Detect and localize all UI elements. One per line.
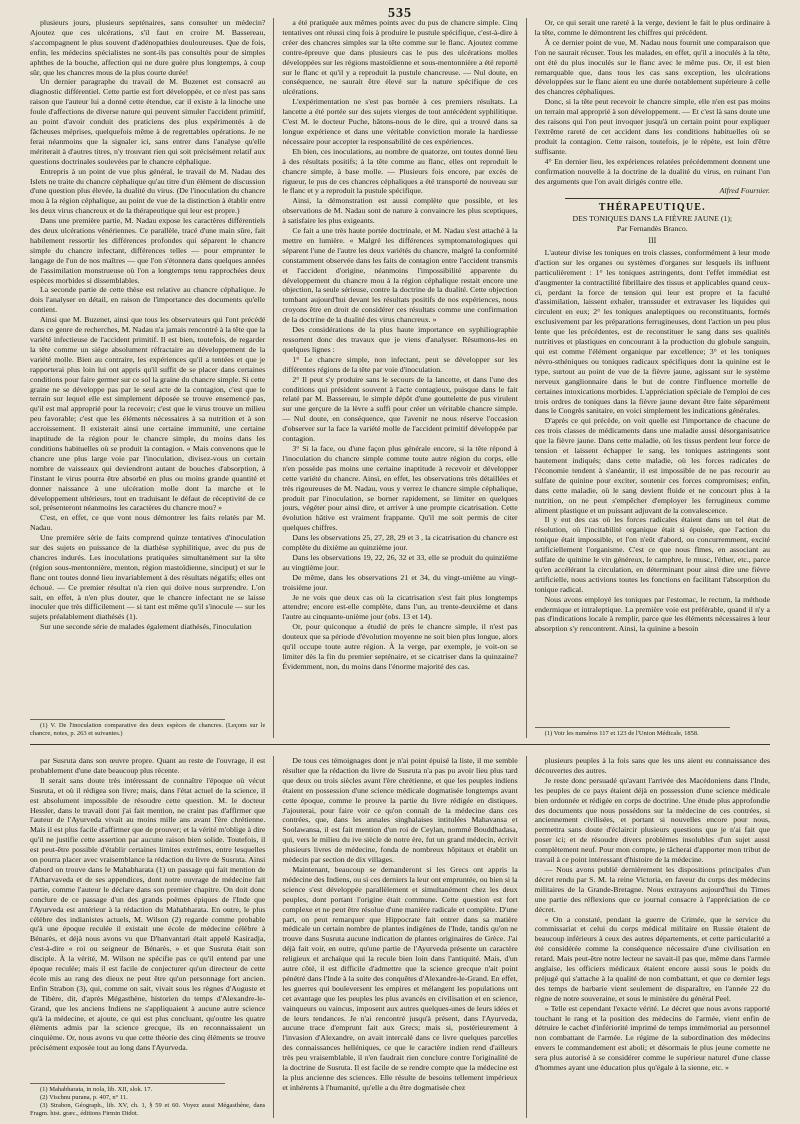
paragraph: plusieurs peuples à la fois sans que les uns aient eu connaissance des découvertes des autres. [534,756,770,775]
paragraph: — Nous avons publié dernièrement les dispositions principales d'un décret rendu par S. M. la reine Victoria, en faveur du corps des médecins militaires de la Grande-Bretagne. Nous extrayons aujourd'hui du Times une partie des réflexions que ce journal consacre à l'appréciation de ce décret. [534,864,770,914]
paragraph: Dans les observations 19, 22, 26, 32 et 33, elle se produit du quinzième au vingtième jour. [282,552,518,572]
horizontal-divider [30,744,770,745]
paragraph: L'auteur divise les toniques en trois classes, conformément à leur mode d'action sur les organes ou systèmes d'organes sur lesquels ils influent particulièrement : 1° les toniques astringents, dont l'effet immédiat est d'augmenter la contractilité fibrillaire des tissus et applicables quand ceux-ci, perdant la force de tension qui leur est propre et la faculté d'assimilation, laissent exhaler, transsuder et extravaser les liquides qui circulent en eux; 2° les toniques analeptiques ou reconstituants, formés exclusivement par les préparations ferrugineuses, dont l'action un peu plus lente que les précédentes, est de reconstituer le sang dans ses qualités nutritives et plastiques en concourant à la production du globule sanguin, qui est comme l'élément organique par excellence; 3° et les toniques névro-sthéniques ou toniques radicaux spécifiques dont la quinine est le type, surtout au point de vue de la fièvre jaune, agissant sur le système nerveux ganglionnaire dans le but de contre l'influence mortelle de certaines intoxications morbides. L'appréciation spéciale de l'emploi de ces trois ordres de toniques dans la fièvre jaune devant être faite séparément dans le Congrès sanitaire, en voici simplement les indications générales. [534,247,770,416]
article-byline: Par Fernandès Branco. [616,224,688,234]
paragraph: » Telle est cependant l'exacte vérité. Le décret que nous avons rapporté touchant le rang et la position des médecins de l'armée, vient enfin de détruire le cachet d'infériorité imprimé de temps immémorial au personnel non combattant de l'armée. Le régime de la subordination des médecins envers le commandement est aboli; et désormais le plus jeune cornette ne sera plus autorisé à se considérer comme le supérieur naturel d'une classe d'hommes ayant une éducation plus qu'égale à la sienne, etc. » [534,1003,770,1073]
column-rule [526,756,527,1118]
paragraph: À ce dernier point de vue, M. Nadau nous fournit une comparaison que l'on ne saurait récuser. Tous les malades, en effet, qu'il a inoculés à la tête, ont été du plus inoculés sur le flanc avec le même pus. Or, il est bien remarquable que, dans tous les cas sans exception, les ulcérations développées sur le flanc aient eu une durée notablement supérieure à celle des chancres céphaliques. [534,37,770,97]
column-top-3 [535,18,770,738]
paragraph: a été pratiquée aux mêmes points avec du pus de chancre simple. Cinq tentatives ont réussi cinq fois à produire le pustule spécifique, c'est-à-dire à créer des chancres simples sur la tête comme sur le flanc. Ajoutez comme contre-épreuve que dans plusieurs cas le pus des ulcérations molles développées sur les régions mastoïdienne et sous-mentonnière a été reporté sur le flanc et qu'il y a reproduit la pustule chancreuse. — Nul doute, en conséquence, ne saurait être élevé sur la nature spécifique de ces ulcérations. [282,18,518,97]
paragraph: 2° Il peut s'y produire sans le secours de la lancette, et dans l'une des conditions qui président souvent à l'acte contagieux, puisque dans le fait relaté par M. Bassereau, le simple dépôt d'une gouttelette de pus virulent sur une gerçure de la lèvre a suffi pour créer un véritable chancre simple. — Nul doute, en conséquence, que l'avenir ne nous réserve l'occasion d'observer sur la face la variété molle de l'accident primitif développée par contagion. [282,374,518,444]
column-top-1-footnotes [30,716,265,738]
page-number: 535 [388,6,412,21]
column-top-1 [30,18,265,738]
column-top-3-text-b [535,248,770,634]
paragraph: L'expérimentation ne s'est pas bornée à ces premiers résultats. La lancette a été portée sur des sujets vierges de tout antécédent syphilitique. C'est M. le docteur Puche, hâtons-nous de le dire, qui a trouvé dans sa longue expérience et dans une véritable conviction morale la hardiesse nécessaire pour accepter la responsabilité de ces expériences. [282,97,518,146]
paragraph: Ce fait a une très haute portée doctrinale, et M. Nadau s'est attaché à la mettre en lumière. « Malgré les différences symptomatologiques qui séparent l'une de l'autre les deux variétés du chancre, malgré la conformité constamment observée dans les faits de contagion entre l'accident transmis et l'accident d'origine, néanmoins l'impossibilité apparente du développement du chancre mou à la région céphalique restait encore une objection, la seule sérieuse, contre la doctrine de la dualité. Cette objection tombant aujourd'hui devant les résultats positifs de nos expériences, nous croyons être en droit de considérer ces résultats comme une confirmation de la doctrine de la dualité des virus chancreux. » [282,226,518,325]
paragraph: D'après ce qui précède, on voit quelle est l'importance de chacune de ces trois classes de médicaments dans une maladie aussi désorganisatrice que la fièvre jaune. Dans cette maladie, où les tissus perdent leur force de tension et laissent échapper le sang, les toniques astringents sont hautement indiqués; dans cette maladie, où les forces radicales de l'économie tendent à s'anéantir, il est impossible de ne pas recourir au sulfate de quinine pour exciter, soutenir ces forces compromises; enfin, dans cette maladie, où le sang devient fluide et ne concourt plus à la nutrition, on ne peut s'empêcher d'employer les ferrugineux comme aliment plastique et un puissant adjuvant de la convalescence. [534,416,770,515]
paragraph: La seconde partie de cette thèse est relative au chancre céphalique. Je dois l'analyser en détail, en raison de l'importance des documents qu'elle contient. [30,285,266,315]
paragraph: Donc, si la tête peut recevoir le chancre simple, elle n'en est pas moins un terrain mal approprié à son développement. — Et c'est là sans doute une des raisons qui l'on peut invoquer jusqu'à un certain point pour expliquer l'extrême rareté de cet accident dans les conditions habituelles où se produit la contagion. Cette raison, toutefois, je le répète, est loin d'être suffisante. [534,97,770,156]
footnote: (3) Strabon, Géograph., lib. XV, ch. 1, § 59 et 60. Voyez aussi Mégasthène, dans Fragm. hist. græc., éditions Firmin Didot. [30,1102,266,1117]
paragraph: C'est, en effet, ce que vont nous démontrer les faits relatés par M. Nadau. [30,513,266,533]
paragraph: par Susruta dans son œuvre propre. Quant au reste de l'ouvrage, il est probablement d'une date beaucoup plus récente. [30,756,266,775]
footnote: (1) V. De l'inoculation comparative des deux espèces de chancres. (Leçons sur le chancre, notes, p. 263 et suivantes.) [30,722,266,737]
column-rule [273,18,274,738]
paragraph: Une première série de faits comprend quinze tentatives d'inoculation sur des sujets en puissance de la diathèse syphilitique, avec du pus de chancres indurés. Les inoculations pratiquées simultanément sur la tête (région sous-mentonnière, menton, région mastoïdienne, sinciput) et sur le flanc ont toutes donné lieu invariablement à des résultats négatifs; elles ont échoué. — Ce premier résultat n'a rien qui doive nous surprendre. L'on sait, en effet, à n'en plus douter, que le chancre infectant ne se laisse inoculer que très difficilement — si tant est même qu'il s'inocule — sur les sujets préalablement diathésés (1). [30,533,266,622]
column-bottom-3-text [535,756,770,1073]
paragraph: De même, dans les observations 21 et 34, du vingt-unième au vingt-troisième jour. [282,572,518,592]
column-rule [273,756,274,1118]
paragraph: Dans une première partie, M. Nadau expose les caractères différentiels des deux ulcérations vénériennes. Ce parallèle, tracé d'une main sûre, fait habilement ressortir les différences profondes qui séparent le chancre simple du chancre infectant, différences telles — pour emprunter le langage de l'un de nos maîtres — que l'on s'étonnera dans quelques années de l'assimilation monstrueuse où l'on a longtemps tenu rapprochées deux espèces morbides si dissemblables. [30,216,266,285]
paragraph: Ainsi, la démonstration est aussi complète que possible, et les observations de M. Nadau sont de nature à convaincre les plus sceptiques, à satisfaire les plus exigeants. [282,196,518,226]
column-top-2-text [282,18,517,672]
paragraph: Des considérations de la plus haute importance en syphiliographie ressortent donc des travaux que je viens d'analyser. Résumons-les en quelques lignes : [282,325,518,354]
column-bottom-1-text [30,756,265,1053]
column-bottom-3 [535,756,770,1118]
lower-section [30,756,770,1118]
paragraph: « On a constaté, pendant la guerre de Crimée, que le service du commissariat et celui du corps médical militaire en Russie étaient de beaucoup inférieurs à ceux des autres départements, et cette particularité a été considérée comme la conséquence nécessaire d'une civilisation en retard. Mais peut-être notre lecteur ne savait-il pas que, même dans l'armée anglaise, les officiers médicaux étaient encore aussi sous le poids du préjugé qui s'attache à la qualité de non combattant, et que ce dernier legs des temps de barbarie vient seulement de disparaître, en l'année 22 du règne de notre souveraine, et sous le ministère du général Peel. [534,914,770,1003]
column-bottom-1-footnotes [30,1080,265,1118]
column-top-1-text [30,18,265,632]
paragraph: Il y eut des cas où les forces radicales étaient dans un tel état de résolution, où l'incitabilité organique était si épuisée, que l'action du tonique était impossible, et l'on n'eût d'abord, ou concurremment, excité artificiellement l'organisme. C'est ce que nous fîmes, en associant au sulfate de quinine le vin généreux, le camphre, le musc, l'éther, etc., parce qu'en accélérant la circulation, en déterminant pour ainsi dire une fièvre artificielle, nous activions toutes les fonctions en facilitant l'absorption du tonique radical. [534,515,770,594]
paragraph: 4° En dernier lieu, les expériences relatées précédemment donnent une confirmation nouvelle à la doctrine de la dualité du virus, en ruinant l'un des arguments que l'on avait dirigés contre elle. [534,156,770,186]
paragraph: Un dernier paragraphe du travail de M. Buzenet est consacré au diagnostic différentiel. Cette partie est fort développée, et ce n'est pas sans raison que l'auteur lui a donné cette étendue, car il existe à la linoche une foule d'affections de diverse nature qui peuvent simuler l'accident primitif, au point d'avoir conduit des praticiens des plus expérimentés à de fâcheuses méprises, quelquefois même à de regrettables opérations. Je ne ferai néanmoins que la signaler ici, sans entrer dans l'analyse qu'elle mériterait à d'autres titres, n'y trouvant rien qui soit précisément relatif aux questions doctrinales soulevées par le chancre céphalique. [30,77,266,166]
footnote: (2) Vischnu purana, p. 407, n° 11. [40,1094,128,1101]
section-heading: THÉRAPEUTIQUE. [598,202,706,214]
article-signature: Alfred Fournier. [719,186,770,196]
paragraph: Sur une seconde série de malades également diathésés, l'inoculation [40,622,252,632]
footnote-rule [535,727,730,728]
paragraph: Or, pour quiconque a étudié de près le chancre simple, il n'est pas douteux que sa période d'évolution moyenne ne soit bien plus longue, alors qu'il occupe toute autre région. À la verge, par exemple, je voit-on se limiter dès la fin du premier septénaire, et se cicatriser dans la quinzaine? Évidemment, non, du moins dans l'énorme majorité des cas. [282,622,518,671]
column-rule [526,18,527,738]
section-numeral: III [648,236,657,246]
column-top-2 [282,18,517,738]
paragraph: Il serait sans doute très intéressant de connaître l'époque où vécut Susruta, et où il rédigea son livre; mais, dans l'état actuel de la science, il est absolument impossible de résoudre cette question. M. le docteur Hessler, dans le travail dont j'ai fait mention, ne craint pas d'affirmer que l'auteur de l'Ayurveda vivait au moins mille ans avant l'ère chrétienne. Mais il est plus facile d'affirmer que de prouver; et la vérité m'oblige à dire qu'il ne justifie cette assertion par aucune raison bien solide. Toutefois, il est peut-être possible d'établir certaines limites extrêmes, entre lesquelles on pourra placer avec vraisemblance la rédaction du livre de Susruta. Ainsi d'abord on trouve dans le Mahabharata (1) un passage qui fait mention de l'Atharvaveda et de ses appendices, dont notre ouvrage de médecine fait partie, comme l'auteur le déclare dans son premier chapitre. On doit donc conclure de ce passage d'un des grands poèmes épiques de l'Inde que l'Ayurveda est antérieur à la rédaction du Mahabharata. En outre, le plus célèbre des indianistes actuels, M. Wilson (2) regarde comme probable qu'à une époque reculée il existait une école de médecine célèbre à Bénarès, et déjà nous avons vu que D'hanvantari était appelé Kasiradja, c'est-à-dire « roi ou seigneur de Bénarès, » et que Susruta était son disciple. À la vérité, M. Wilson ne spécifie pas ce qu'il entend par une époque reculée; mais il est facile de conjecturer qu'un directeur de cette école mis au rang des dieux ne peut être qu'un personnage fort ancien. Enfin Strabon (3), qui, comme on sait, vivait sous les règnes d'Auguste et de Tibère, dit, d'après Mégasthène, historien du temps d'Alexandre-le-Grand, que les anciens Indiens ne s'appliquaient à aucune autre science qu'à la médecine, et ajoute, ce qui est plus concluant, qu'outre les quatre éléments admis par la science grecque, ils en reconnaissaient un cinquième. Or, nous avons vu que cette théorie des cinq éléments se trouve précisément exposée tout au long dans l'Ayurveda. [30,775,266,1053]
footnote-rule [30,719,225,720]
column-bottom-1 [30,756,265,1118]
paragraph: Dans les observations 25, 27, 28, 29 et 3 , la cicatrisation du chancre est complète du dixième au quinzième jour. [282,533,518,553]
paragraph: 1° Le chancre simple, non infectant, peut se développer sur les différentes régions de la tête par voie d'inoculation. [282,354,518,374]
paragraph: plusieurs jours, plusieurs septénaires, sans consulter un médecin? Ajoutez que ces ulcérations, s'il faut en croire M. Bassereau, s'accompagnent le plus souvent d'adénopathies douloureuses. Que de fois, enfin, les médecins spécialistes ne sont-ils pas consultés pour de simples aphthes de la bouche, affection qui ne dure guère plus longtemps, à coup sûr, que les chancres mous de la plus courte durée! [30,18,266,77]
paragraph: Entrepris à un point de vue plus général, le travail de M. Nadau des Islets ne traite du chancre céphalique qu'au titre d'un élément de discussion d'une question plus élevée, la dualité du virus. (De l'inoculation du chancre mou à la région céphalique, au point de vue de la distinction à établir entre les deux virus chancreux et de la thérapeutique qui leur est propre.) [30,166,266,216]
paragraph: Maintenant, beaucoup se demanderont si les Grecs ont appris la médecine des Indiens, ou si ces derniers la leur ont empruntée, ou bien si la science s'est développée parallèlement et simultanément chez les deux peuples, dont portant l'origine était commune. Cette question est fort complexe et ne peut être résolue d'une manière radicale et complète. D'une part, on peut remarquer que Hippocrate fait entrer dans sa matière médicale un certain nombre de plantes indigènes de l'Inde, tandis qu'on ne trouve dans Susruta aucune indication de plantes originaires de Grèce. J'ai déjà fait voir, en outre, qu'une partie de l'Ayurveda présente un caractère religieux et archaïque qui la recule bien loin dans l'antiquité. Mais, d'un autre côté, il est difficile d'admettre que la science grecque n'ait point pénétré dans l'Inde à la suite des conquêtes d'Alexandre-le-Grand. En effet, les guerres qui bouleversent les empires et mélangent les populations ont cet avantage que les peuples les plus avancés en civilisation et en science, vainqueurs ou vaincus, imposent aux autres quelques-unes de leurs idées et de leurs tendances. Je n'ai rencontré jusqu'à présent, dans l'Ayurveda, aucune trace d'emprunt fait aux Grecs; mais si, postérieurement à l'invasion d'Alexandre, on avait intercalé dans ce livre quelques parcelles des connaissances helléniques, ce que le caractère indien rend d'ailleurs très peu vraisemblable, il n'en faudrait rien conclure contre l'originalité de la doctrine de Susruta. Il est facile de se rendre compte que la médecine est la plus ancienne des sciences. Elle résulte de besoins tellement impérieux et inhérents à l'humanité, qu'elle a du être dogmatisée chez [282,864,518,1092]
column-bottom-2-text [282,756,517,1093]
paragraph: Nous avons employé les toniques par l'estomac, le rectum, la méthode endermique et intraleptique. La première voie est préférable, quand il n'y a pas d'indications locale à remplir, parce que les éléments nécessaires à leur absorption s'y rencontrent. Ainsi, la quinine a besoin [534,594,770,634]
paragraph: Je ne vois que deux cas où la cicatrisation s'est fait plus longtemps attendre; encore est-elle complète, dans l'un, au trente-deuxième et dans l'autre au cinquante-unième jour (obs. 13 et 14). [282,592,518,622]
paragraph: 3° Si la face, ou d'une façon plus générale encore, si la tête répond à l'inoculation du chancre simple comme toute autre région du corps, elle n'en possède pas moins une certaine inaptitude à recevoir et développer cette variété du chancre. Ainsi, en effet, les observations très détaillées et très rigoureuses de M. Nadau, vous y verrez le chancre simple céphalique, produit par l'inoculation, se borner rapidement, se limiter en quelques jours, végéter pour ainsi dire, et arriver à une prompte cicatrisation. Cette évolution hâtive est vraiment frappante. Qu'il me soit permis de citer quelques chiffres. [282,443,518,533]
paragraph: Je reste donc persuadé qu'avant l'arrivée des Macédoniens dans l'Inde, les peuples de ce pays étaient déjà en possession d'une science médicale bien ordonnée et rédigée en corps de doctrine. Une étude plus approfondie des documents que nous possédons sur la médecine de ces contrées, si anciennement civilisées, et portant si nouvelles encore pour nous, permettra sans doute d'éclaircir plusieurs questions que je n'ai fait que poser ici; et de résoudre divers problèmes insolubles d'un sujet aussi complètement neuf. Pour mon compte, je tâcherai d'apporter mon tribut de travail à ce point intéressant d'histoire de la médecine. [534,775,770,865]
section-rule [565,198,740,199]
footnote: (1) Mahabharata, in nola, lib. XII, slok. 17. [40,1086,153,1093]
paragraph: De tous ces témoignages dont je n'ai point épuisé la liste, il me semble résulter que la rédaction du livre de Susruta n'a pas pu avoir lieu plus tard que deux ou trois siècles avant l'ère chrétienne, et que les peuples indiens étaient en possession d'une science médicale dogmatisée longtemps avant cette époque, comme le prouve la partie du livre rédigée en distiques. J'ajouterai, pour faire voir ce qu'on connaît de la médecine dans ces contrées, que, dans les annales singhalaises intitulées Mahavansa et Soolawansa, il est fait mention d'un roi de Ceylan, nommé Bouddhadasa, qui, vers le milieu du ive siècle de notre ère, fut un grand médecin, écrivit plusieurs livres de médecine, fonda de nombreux hôpitaux et établit un médecin par section de dix villages. [282,756,518,865]
article-title: DES TONIQUES DANS LA FIÈVRE JAUNE (1); [572,214,733,224]
paragraph: Or, ce qui serait une rareté à la verge, devient le fait le plus ordinaire à la tête, comme le démontrent les chiffres qui précèdent. [534,18,770,37]
paragraph: Eh bien, ces inoculations, au nombre de quatorze, ont toutes donné lieu à des résultats positifs; à la tête comme au flanc, elles ont reproduit le chancre simple, à base molle. — Plusieurs fois encore, par excès de rigueur, le pus de ces chancres céphaliques a été transporté de nouveau sur le flanc et y a reproduit la pustule spécifique. [282,146,518,196]
column-bottom-2 [282,756,517,1118]
footnote: (1) Voir les numéros 117 et 123 de l'Union Médicale, 1858. [544,730,699,737]
footnote-rule [30,1083,225,1084]
paragraph: Ainsi que M. Buzenet, ainsi que tous les observateurs qui l'ont précédé dans ce genre de recherches, M. Nadau n'a jamais rencontré à la tête que la variété infectieuse de l'accident primitif. Il est bien, toutefois, de regarder la tête comme un siége absolument réfractaire au développement de la variété molle. Bien au contraire, les expériences qu'il a tentées et que je rapporterai plus loin lui ont appris qu'il suffit de se placer dans certaines conditions pour faire germer sur ce sol la graine du chancre simple. Si cette graine ne se développe pas par le seul acte de la contagion, c'est que le terrain sur lequel elle est simplement déposée se trouve ensemencé pas, qu'il est mal approprié pour la recevoir; c'est que le virus trouve un milieu peu favorable; c'est que les éléments nécessaires à sa nutrition et à son accroissement. Il existerait ainsi une certaine immunité, une certaine inaptitude de la région pour le chancre simple, du moins dans les conditions habituelles où se produit la contagion. « Mais convenons que le chancre une plus large voie par l'inoculation, divisez-vous un certain nombre de vaisseaux qui deviendront autant de bouches d'absorption, à l'instant le virus pourra être absorbé en plus ou moins grande quantité et donner naissance à une ulcération molle dont la marche et le développement ultérieurs, tout en traduisant le défaut de réceptivité de ce sol, présenteront néanmoins les caractères du chancre mou? » [30,315,266,513]
column-top-3-text-a [535,18,770,186]
upper-section [30,18,770,738]
column-top-3-footnotes [535,724,770,738]
